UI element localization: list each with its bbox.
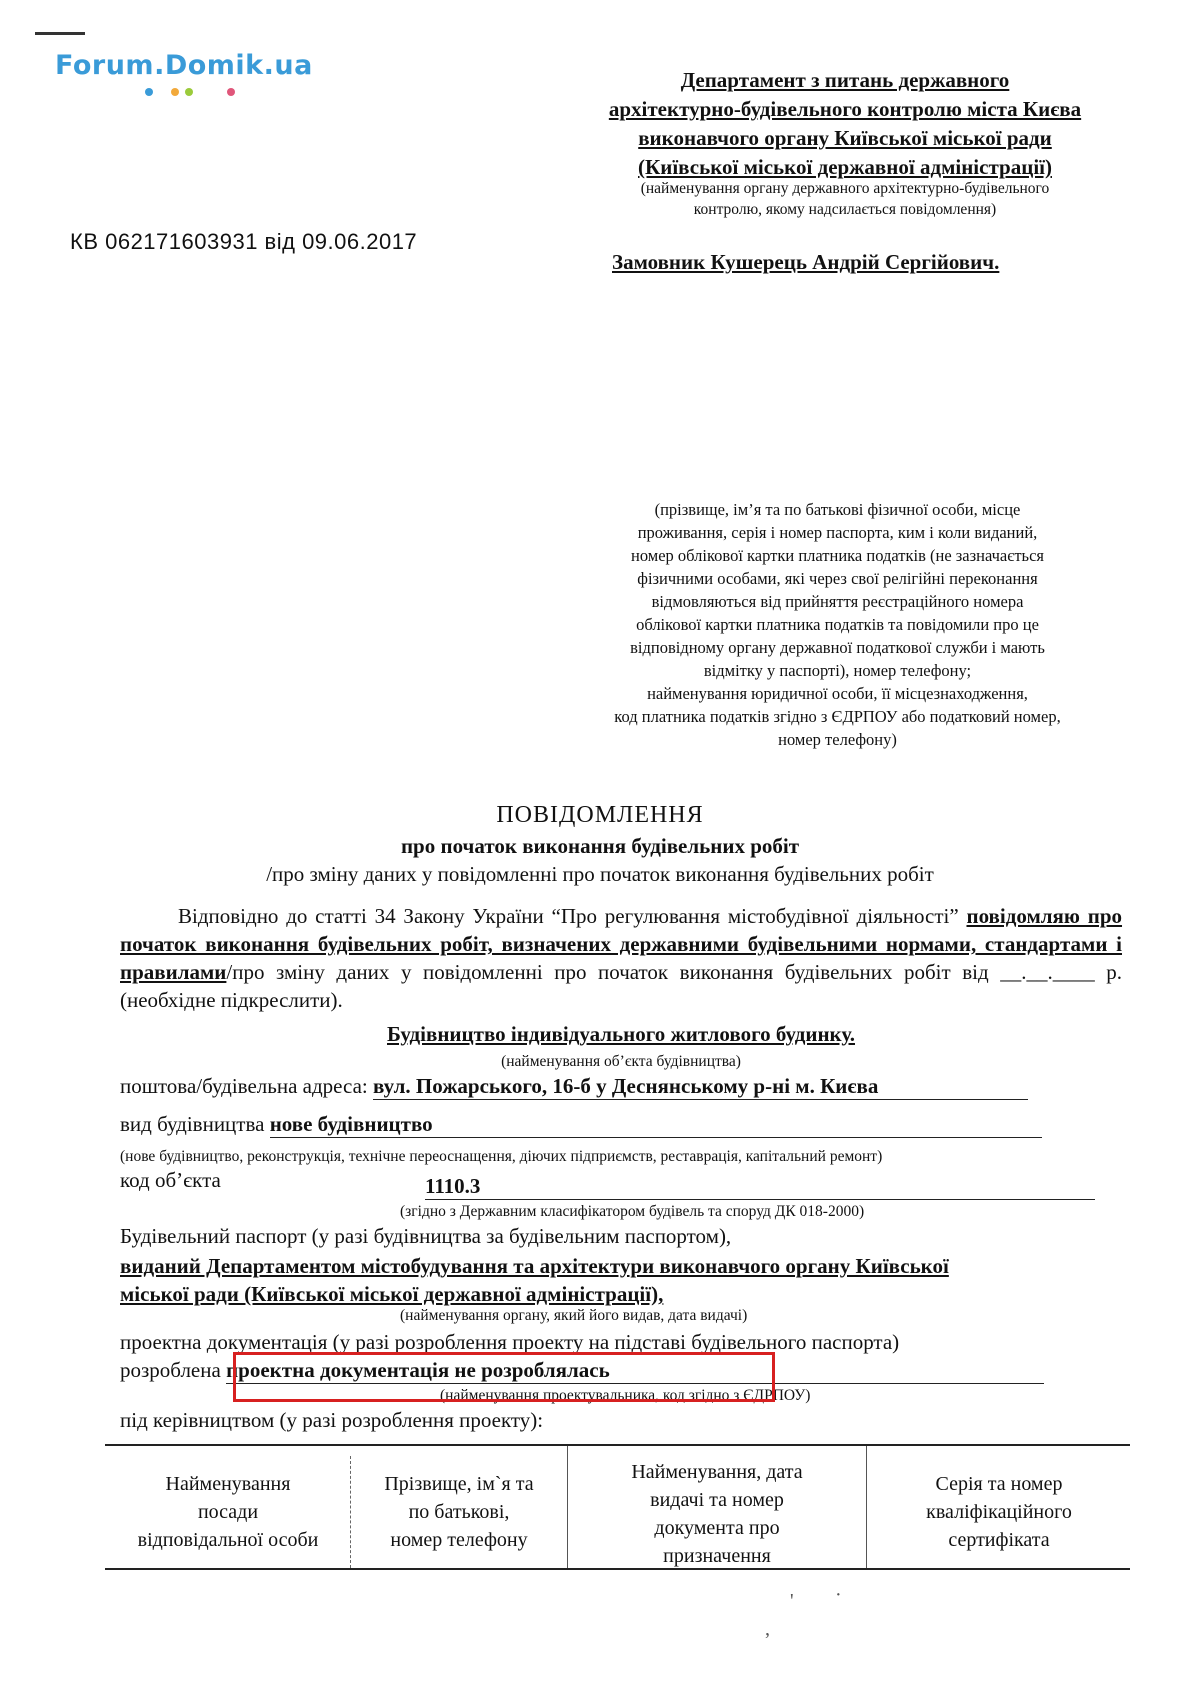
object-name-note: (найменування об’єкта будівництва) [501, 1053, 741, 1070]
kind-note: (нове будівництво, реконструкція, технічне переоснащення, діючих підприємств, реставрація, капітальний ремонт) [120, 1148, 883, 1165]
department-note [555, 178, 1135, 220]
passport-note: (найменування органу, який його видав, дата видачі) [400, 1307, 748, 1324]
registration-number: КВ 062171603931 від 09.06.2017 [70, 229, 418, 254]
design-label: проектна документація (у разі розроблення проекту на підставі будівельного паспорта) [120, 1330, 900, 1354]
notice-paragraph [120, 902, 1122, 1014]
kind-value: нове будівництво [270, 1112, 1042, 1138]
kind-label: вид будівництва [120, 1112, 265, 1136]
watermark-dot [171, 88, 179, 96]
table-header-line: Серія та номер [935, 1473, 1063, 1495]
watermark-dot [185, 88, 193, 96]
table-header [872, 1470, 1126, 1554]
code-row [425, 1174, 1095, 1200]
notice-subtitle: про початок виконання будівельних робіт [400, 834, 800, 858]
table-header [572, 1458, 862, 1570]
kind-row [120, 1112, 1042, 1138]
developed-value: проектна документація не розроблялась [226, 1358, 1044, 1384]
table-divider [866, 1446, 867, 1568]
scan-speck: , [765, 1618, 770, 1640]
person-note-line: (прізвище, ім’я та по батькові фізичної особи, місце [654, 500, 1021, 519]
developed-label: розроблена [120, 1358, 221, 1382]
table-header-line: номер телефону [390, 1529, 528, 1551]
table-header-line: призначення [663, 1545, 771, 1567]
department-note-line: (найменування органу державного архітектурно-будівельного [640, 180, 1050, 197]
department-line: архітектурно-будівельного контролю міста Києва [608, 97, 1082, 121]
table-top-rule [105, 1444, 1130, 1446]
paragraph-intro: Відповідно до статті 34 Закону України “Про регулювання містобудівної діяльності” [178, 904, 959, 928]
table-header-line: кваліфікаційного [926, 1501, 1072, 1523]
table-header-line: Найменування, дата [631, 1461, 803, 1483]
table-header-line: сертифіката [948, 1529, 1050, 1551]
watermark-dot [227, 88, 235, 96]
table-header-line: Найменування [165, 1473, 291, 1495]
scan-mark [35, 32, 85, 35]
address-row [120, 1074, 1028, 1100]
table-header [112, 1470, 344, 1554]
paragraph-underlined: повідомляю про початок виконання будівельних робіт, визначених державними будівельними нормами, стандартами і правилами [120, 904, 1123, 984]
person-note-line: фізичними особами, які через свої релігійні переконання [637, 569, 1038, 588]
department-line: виконавчого органу Київської міської ради [638, 126, 1052, 150]
address-value: вул. Пожарського, 16-б у Деснянському р-ні м. Києва [373, 1074, 1028, 1100]
object-name: Будівництво індивідуального житлового будинку. [387, 1022, 855, 1046]
table-header-line: посади [197, 1501, 259, 1523]
person-note [555, 498, 1120, 751]
customer-name: Замовник Кушерець Андрій Сергійович. [612, 250, 1000, 274]
table-header [356, 1470, 562, 1554]
scan-speck: ' [790, 1590, 794, 1612]
department-line: (Київської міської державної адміністрації) [638, 155, 1052, 179]
address-label: поштова/будівельна адреса: [120, 1074, 368, 1098]
person-note-line: облікової картки платника податків та повідомили про це [636, 615, 1039, 634]
watermark-dot [145, 88, 153, 96]
department-header [555, 66, 1135, 182]
code-value: 1110.3 [425, 1174, 1095, 1200]
person-note-line: відмовляються від прийняття реєстраційного номера [651, 592, 1024, 611]
developed-note: (найменування проектувальника, код згідно з ЄДРПОУ) [440, 1387, 811, 1404]
table-header-line: документа про [654, 1517, 780, 1539]
watermark-logo: Forum.Domik.ua [55, 50, 313, 81]
table-header-line: відповідальної особи [137, 1529, 319, 1551]
department-line: Департамент з питань державного [680, 68, 1010, 92]
person-note-line: номер телефону) [778, 730, 897, 749]
table-divider [567, 1446, 568, 1568]
person-note-line: номер облікової картки платника податків (не зазначається [631, 546, 1044, 565]
supervision-label: під керівництвом (у разі розроблення проекту): [120, 1408, 544, 1432]
person-note-line: відмітку у паспорті), номер телефону; [703, 661, 972, 680]
table-header-line: Прізвище, ім`я та [384, 1473, 534, 1495]
passport-value-line: міської ради (Київської міської державної адміністрації), [120, 1282, 664, 1306]
code-note: (згідно з Державним класифікатором будівель та споруд ДК 018-2000) [400, 1203, 865, 1220]
table-header-line: видачі та номер [650, 1489, 784, 1511]
person-note-line: найменування юридичної особи, її місцезнаходження, [647, 684, 1028, 703]
scan-speck: · [835, 1584, 842, 1606]
paragraph-rest: /про зміну даних у повідомленні про початок виконання будівельних робіт від __.__.____ р. (необхідне підкреслити). [120, 960, 1122, 1012]
department-note-line: контролю, якому надсилається повідомлення) [693, 201, 997, 218]
code-label: код об’єкта [120, 1168, 221, 1192]
notice-title: ПОВІДОМЛЕННЯ [496, 802, 704, 828]
person-note-line: проживання, серія і номер паспорта, ким і коли виданий, [637, 523, 1038, 542]
watermark-dots [145, 88, 245, 98]
notice-subtitle-alt: /про зміну даних у повідомленні про початок виконання будівельних робіт [266, 862, 934, 886]
person-note-line: код платника податків згідно з ЄДРПОУ або податковий номер, [614, 707, 1061, 726]
passport-value-line: виданий Департаментом містобудування та архітектури виконавчого органу Київської [120, 1254, 949, 1278]
table-divider [350, 1456, 352, 1568]
passport-label: Будівельний паспорт (у разі будівництва за будівельним паспортом), [120, 1224, 732, 1248]
table-header-line: по батькові, [408, 1501, 510, 1523]
person-note-line: відповідному органу державної податкової служби і мають [630, 638, 1045, 657]
highlight-box [233, 1352, 775, 1402]
